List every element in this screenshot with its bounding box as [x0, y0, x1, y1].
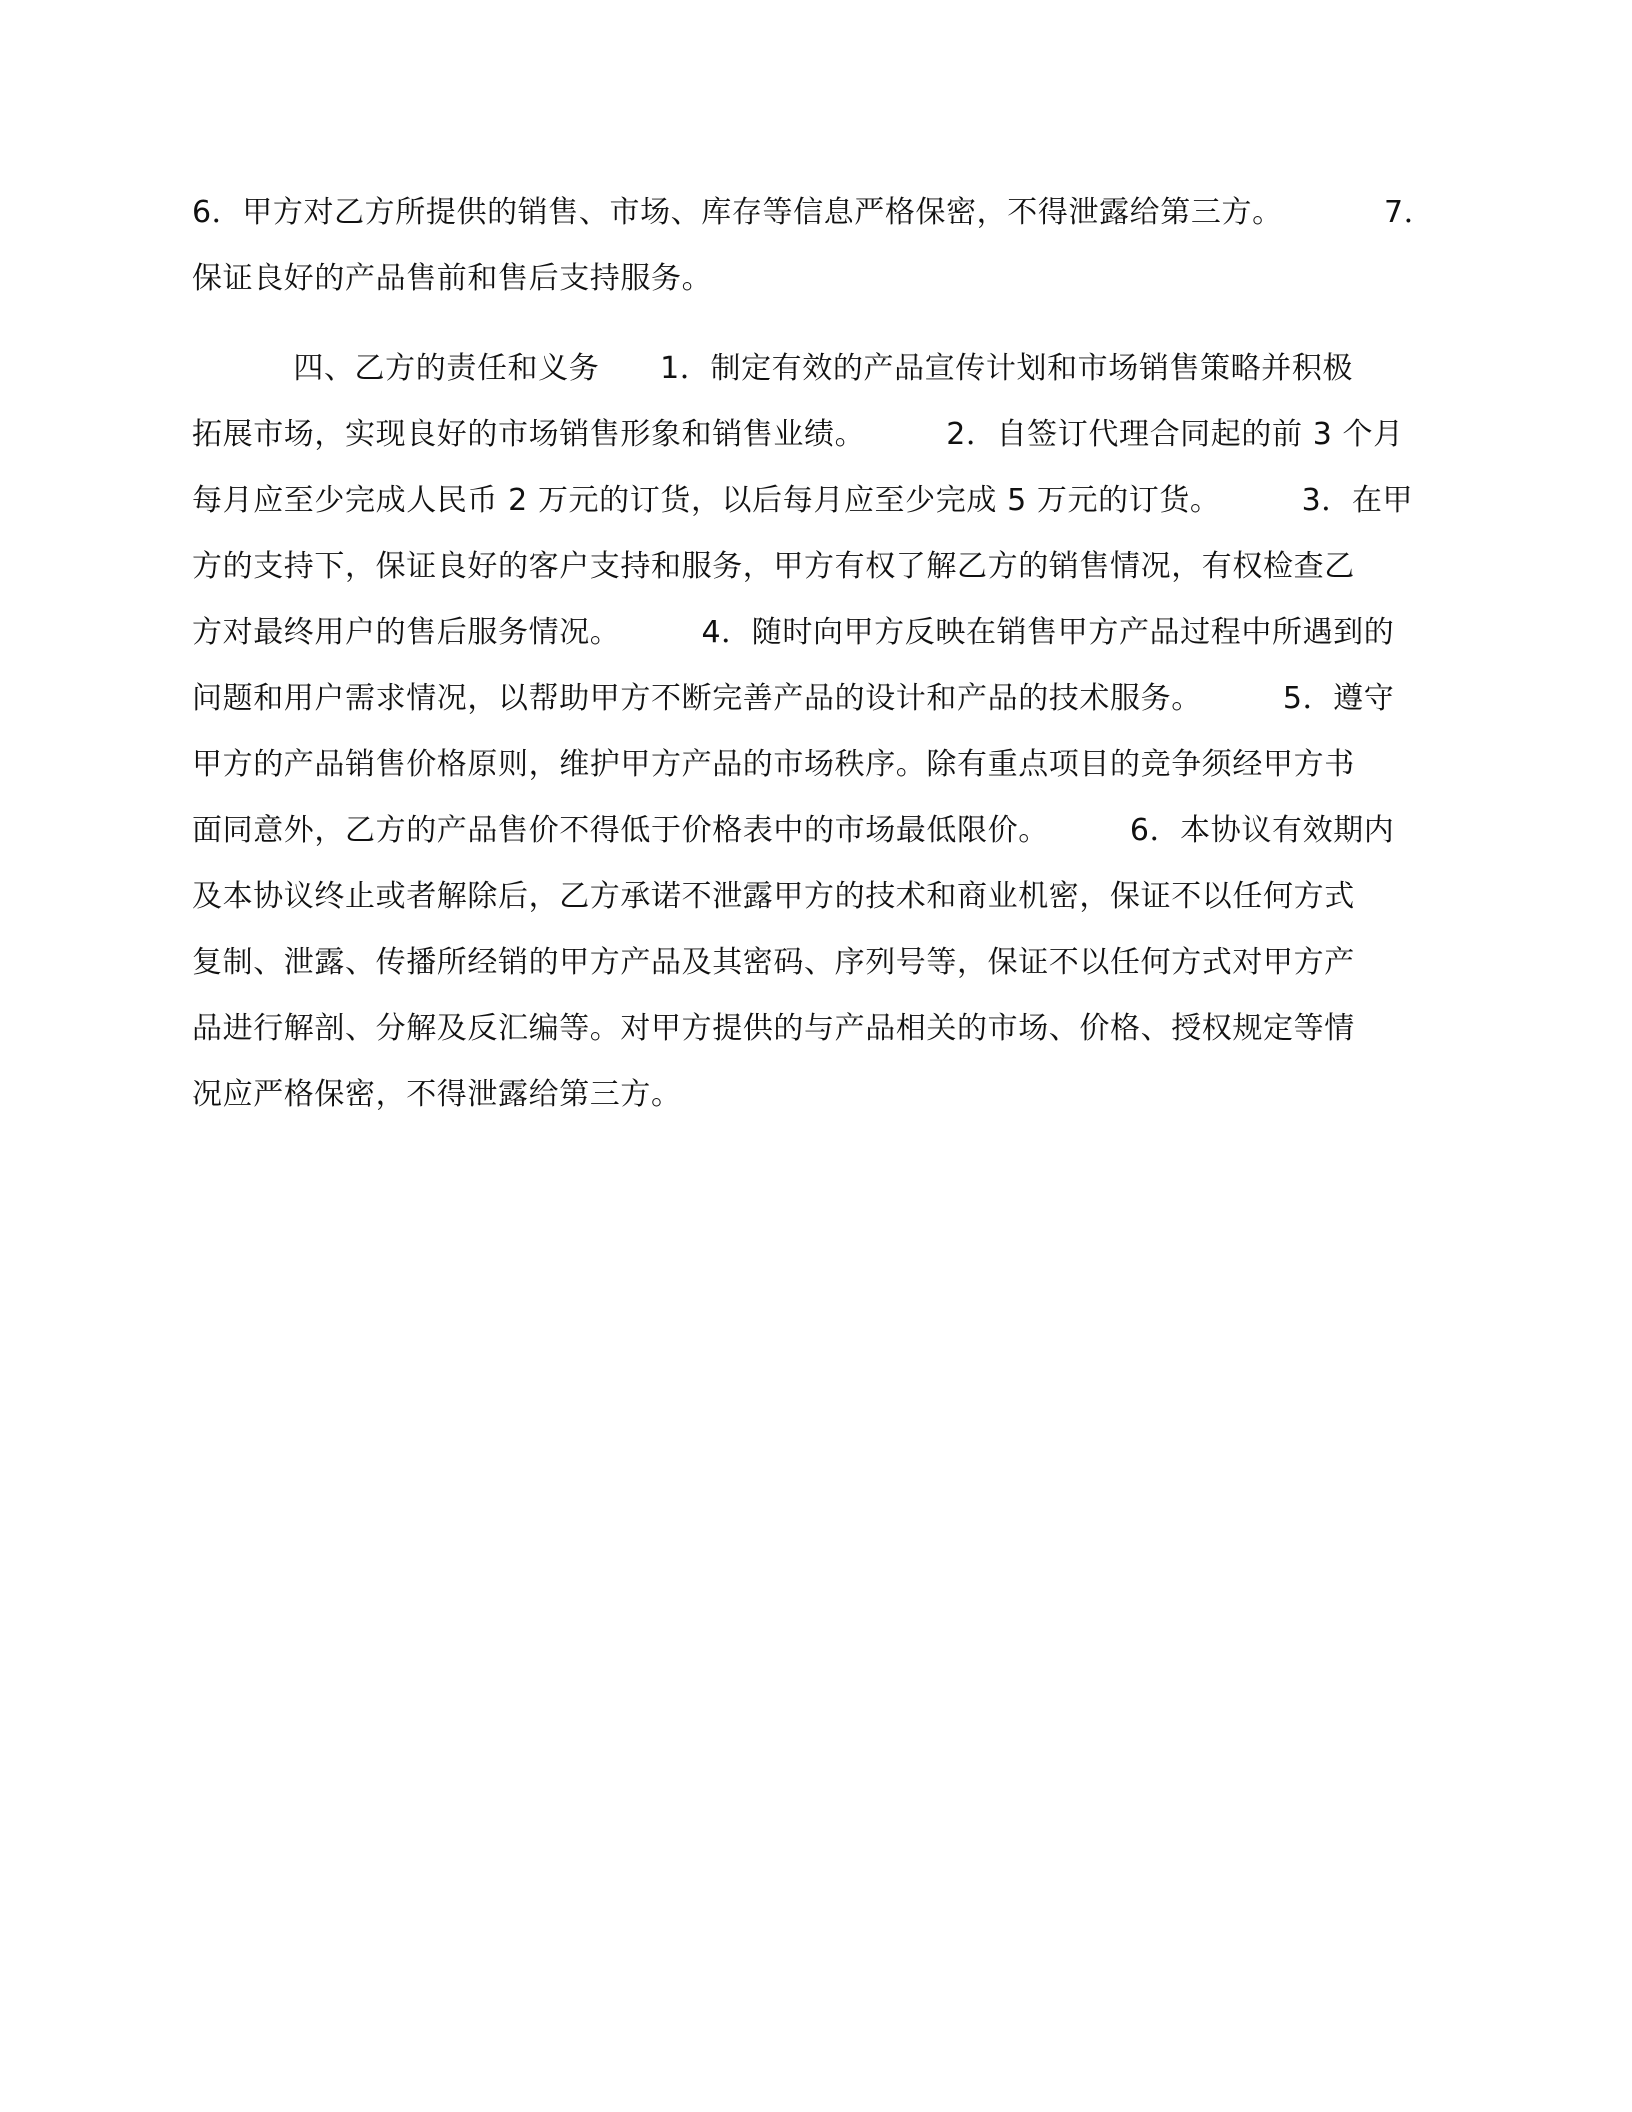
- text-line: 品进行解剖、分解及反汇编等。对甲方提供的与产品相关的市场、价格、授权规定等情: [192, 1011, 1355, 1046]
- text-line: 拓展市场，实现良好的市场销售形象和销售业绩。 2．自签订代理合同起的前 3 个月: [192, 417, 1404, 452]
- text-line: 况应严格保密，不得泄露给第三方。: [192, 1077, 682, 1112]
- text-line: 方对最终用户的售后服务情况。 4．随时向甲方反映在销售甲方产品过程中所遇到的: [192, 615, 1395, 650]
- section-heading-line: 四、乙方的责任和义务 1．制定有效的产品宣传计划和市场销售策略并积极: [192, 351, 1354, 386]
- text-line: 保证良好的产品售前和售后支持服务。: [192, 261, 713, 296]
- text-line: 方的支持下，保证良好的客户支持和服务，甲方有权了解乙方的销售情况，有权检查乙: [192, 549, 1355, 584]
- text-line: 及本协议终止或者解除后，乙方承诺不泄露甲方的技术和商业机密，保证不以任何方式: [192, 879, 1355, 914]
- text-line: 甲方的产品销售价格原则，维护甲方产品的市场秩序。除有重点项目的竞争须经甲方书: [192, 747, 1355, 782]
- text-line: 面同意外，乙方的产品售价不得低于价格表中的市场最低限价。 6．本协议有效期内: [192, 813, 1395, 848]
- text-line: 复制、泄露、传播所经销的甲方产品及其密码、序列号等，保证不以任何方式对甲方产: [192, 945, 1355, 980]
- text-line: 问题和用户需求情况，以帮助甲方不断完善产品的设计和产品的技术服务。 5．遵守: [192, 681, 1395, 716]
- text-line: 6．甲方对乙方所提供的销售、市场、库存等信息严格保密，不得泄露给第三方。 7．: [192, 195, 1435, 230]
- text-line: 每月应至少完成人民币 2 万元的订货，以后每月应至少完成 5 万元的订货。 3．在甲: [192, 483, 1414, 518]
